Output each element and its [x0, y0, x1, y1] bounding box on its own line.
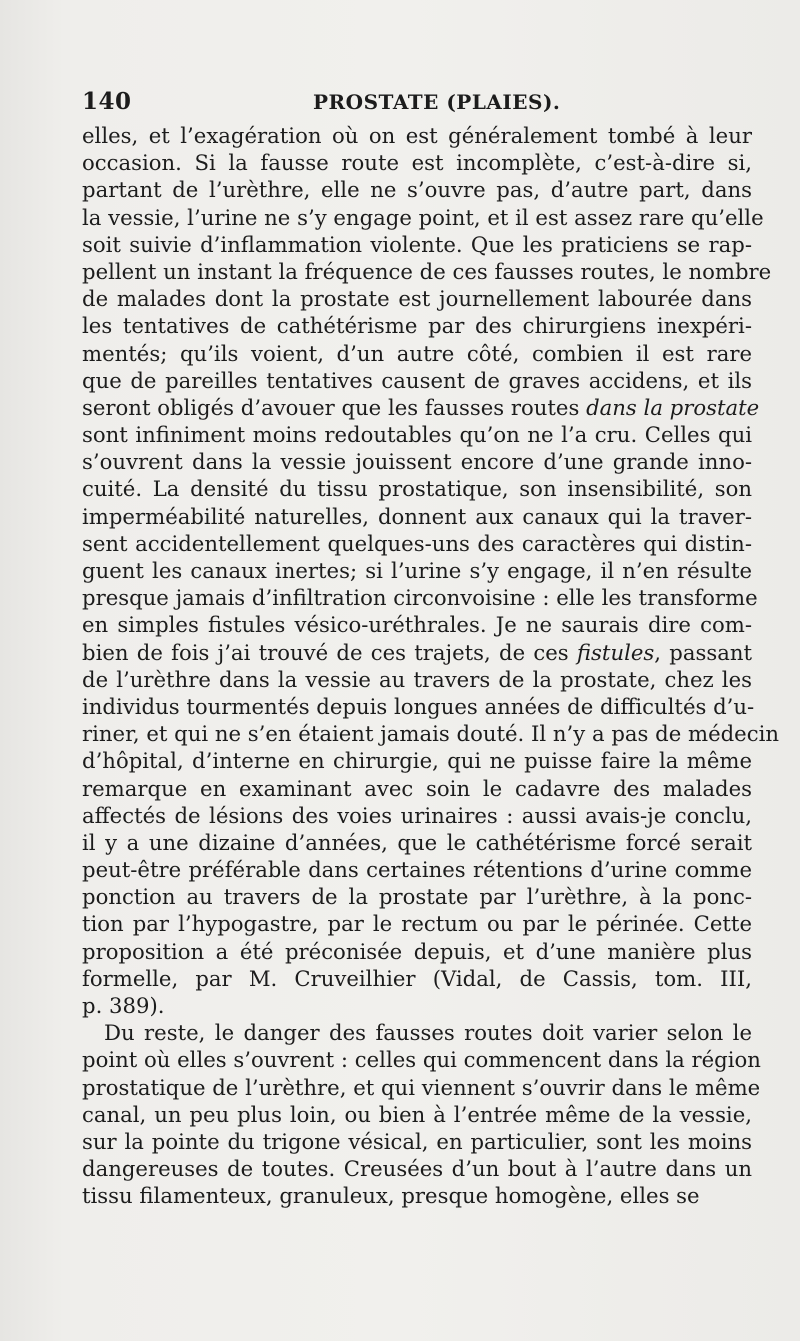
italic-text: dans la prostate: [586, 394, 760, 420]
text-line: [82, 557, 752, 584]
text-segment: dangereuses de toutes. Creusées d’un bout à l’autre dans un: [82, 1156, 752, 1182]
text-line: [82, 693, 755, 720]
text-line: [82, 802, 752, 829]
text-line: [82, 122, 752, 149]
text-segment: proposition a été préconisée depuis, et d’une manière plus: [82, 938, 752, 964]
text-line: [82, 1155, 752, 1182]
text-segment: prostatique de l’urèthre, et qui viennent s’ouvrir dans le même: [82, 1074, 761, 1100]
text-segment: imperméabilité naturelles, donnent aux canaux qui la traver-: [82, 503, 752, 529]
text-segment: riner, et qui ne s’en étaient jamais douté. Il n’y a pas de médecin: [82, 721, 779, 747]
text-segment: formelle, par M. Cruveilhier (Vidal, de Cassis, tom. III,: [82, 965, 752, 991]
text-line: [82, 938, 752, 965]
text-line: [82, 992, 752, 1019]
text-segment: individus tourmentés depuis longues années de difficultés d’u-: [82, 693, 755, 719]
text-line: [82, 856, 752, 883]
text-line: [82, 1101, 752, 1128]
text-segment: , passant: [654, 639, 753, 665]
text-line: [82, 1182, 752, 1209]
text-segment: il y a une dizaine d’années, que le cathétérisme forcé serait: [82, 829, 752, 855]
text-segment: ponction au travers de la prostate par l’urèthre, à la ponc-: [82, 884, 752, 910]
text-line: [82, 1046, 761, 1073]
text-line: [82, 258, 772, 285]
text-line: [82, 666, 752, 693]
body-text: [82, 122, 779, 1210]
text-line: [82, 1128, 752, 1155]
text-line: [82, 1019, 752, 1046]
text-line: [82, 829, 752, 856]
text-segment: sent accidentellement quelques-uns des caractères qui distin-: [82, 530, 752, 556]
text-segment: canal, un peu plus loin, ou bien à l’entrée même de la vessie,: [82, 1101, 752, 1127]
text-segment: peut-être préférable dans certaines rétentions d’urine comme: [82, 857, 752, 883]
text-line: [82, 394, 760, 421]
text-segment: de l’urèthre dans la vessie au travers de la prostate, chez les: [82, 666, 752, 692]
text-segment: Du reste, le danger des fausses routes doit varier selon le: [104, 1020, 752, 1046]
text-line: [82, 530, 752, 557]
text-line: [82, 448, 752, 475]
text-line: [82, 176, 752, 203]
text-line: [82, 231, 752, 258]
text-segment: partant de l’urèthre, elle ne s’ouvre pas, d’autre part, dans: [82, 177, 752, 203]
text-segment: affectés de lésions des voies urinaires : aussi avais-je conclu,: [82, 802, 752, 828]
text-line: [82, 340, 752, 367]
paragraph: [82, 122, 779, 1019]
text-line: [82, 475, 752, 502]
text-line: [82, 312, 752, 339]
text-segment: remarque en examinant avec soin le cadavre des malades: [82, 775, 752, 801]
text-segment: elles, et l’exagération où on est généralement tombé à leur: [82, 123, 752, 148]
text-segment: pellent un instant la fréquence de ces fausses routes, le nombre: [82, 258, 772, 284]
text-line: [82, 910, 752, 937]
text-line: [82, 584, 758, 611]
text-segment: la vessie, l’urine ne s’y engage point, et il est assez rare qu’elle: [82, 204, 764, 230]
text-segment: les tentatives de cathétérisme par des chirurgiens inexpéri-: [82, 313, 752, 339]
text-line: [82, 611, 752, 638]
text-segment: sont infiniment moins redoutables qu’on ne l’a cru. Celles qui: [82, 422, 752, 448]
text-line: [82, 285, 752, 312]
page-number: 140: [82, 88, 132, 115]
text-segment: seront obligés d’avouer que les fausses routes: [82, 394, 587, 420]
text-line: [82, 639, 752, 666]
page-header: [82, 88, 752, 122]
text-line: [82, 883, 752, 910]
text-line: [82, 775, 752, 802]
text-segment: sur la pointe du trigone vésical, en particulier, sont les moins: [82, 1128, 752, 1154]
text-segment: mentés; qu’ils voient, d’un autre côté, combien il est rare: [82, 340, 752, 366]
text-segment: p. 389).: [82, 993, 165, 1018]
text-segment: occasion. Si la fausse route est incomplète, c’est-à-dire si,: [82, 150, 752, 176]
text-segment: que de pareilles tentatives causent de graves accidens, et ils: [82, 367, 752, 393]
text-segment: bien de fois j’ai trouvé de ces trajets, de ces: [82, 639, 577, 665]
text-segment: presque jamais d’infiltration circonvoisine : elle les transforme: [82, 585, 758, 611]
text-segment: s’ouvrent dans la vessie jouissent encore d’une grande inno-: [82, 449, 752, 475]
text-segment: tissu filamenteux, granuleux, presque homogène, elles se: [82, 1183, 700, 1209]
text-line: [82, 747, 752, 774]
text-segment: soit suivie d’inflammation violente. Que les praticiens se rap-: [82, 231, 752, 257]
text-line: [82, 204, 764, 231]
running-title: PROSTATE (PLAIES).: [313, 90, 561, 114]
text-segment: d’hôpital, d’interne en chirurgie, qui ne puisse faire la même: [82, 748, 752, 774]
text-line: [82, 503, 752, 530]
italic-text: fistules: [576, 639, 655, 665]
text-segment: point où elles s’ouvrent : celles qui commencent dans la région: [82, 1047, 761, 1073]
text-line: [82, 965, 752, 992]
text-segment: de malades dont la prostate est journellement labourée dans: [82, 286, 752, 312]
text-segment: guent les canaux inertes; si l’urine s’y engage, il n’en résulte: [82, 558, 752, 583]
text-segment: en simples fistules vésico-uréthrales. Je ne saurais dire com-: [82, 612, 752, 638]
paragraph: [82, 1019, 761, 1209]
text-segment: tion par l’hypogastre, par le rectum ou par le périnée. Cette: [82, 911, 752, 937]
text-line: [82, 149, 752, 176]
text-line: [82, 720, 779, 747]
text-line: [82, 1074, 761, 1101]
text-line: [82, 421, 752, 448]
text-line: [82, 367, 752, 394]
text-segment: cuité. La densité du tissu prostatique, son insensibilité, son: [82, 476, 752, 502]
